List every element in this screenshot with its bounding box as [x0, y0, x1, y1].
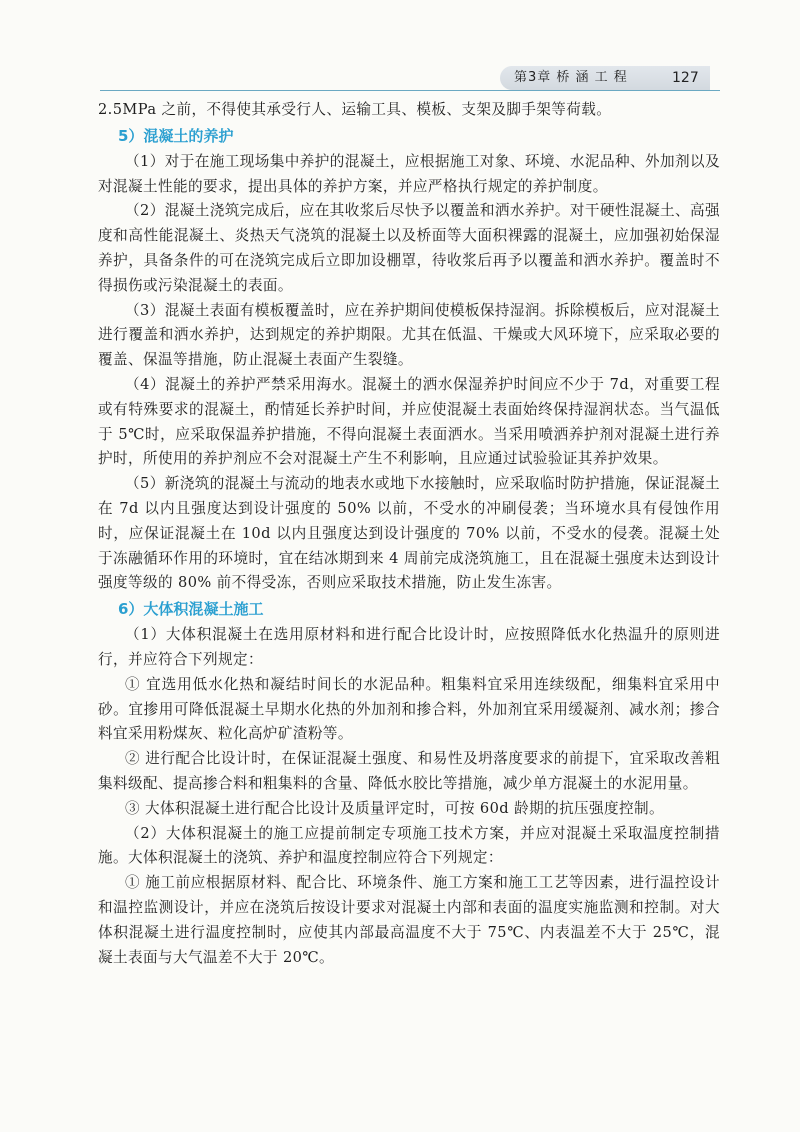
paragraph-curing-1: （1）对于在施工现场集中养护的混凝土，应根据施工对象、环境、水泥品种、外加剂以及对混凝土性能的要求，提出具体的养护方案，并应严格执行规定的养护制度。	[98, 152, 720, 195]
section-heading-curing: 5）混凝土的养护	[118, 126, 234, 145]
running-head	[0, 66, 800, 90]
paragraph-curing-4: （4）混凝土的养护严禁采用海水。混凝土的洒水保湿养护时间应不少于 7d，对重要工程或有特殊要求的混凝土，酌情延长养护时间，并应使混凝土表面始终保持湿润状态。当气温低于 5℃时，应采取保温养护措施，不得向混凝土表面洒水。当采用喷洒养护剂对混凝土进行养护时，所使用的养护剂应不会对混凝土产生不利影响，且应通过试验验证其养护效果。	[98, 375, 720, 468]
section-heading-mass-concrete: 6）大体积混凝土施工	[118, 600, 264, 619]
paragraph-continuation: 2.5MPa 之前，不得使其承受行人、运输工具、模板、支架及脚手架等荷载。	[98, 101, 612, 118]
page-number: 127	[672, 70, 699, 86]
paragraph-curing-3: （3）混凝土表面有模板覆盖时，应在养护期间使模板保持湿润。拆除模板后，应对混凝土进行覆盖和洒水养护，达到规定的养护期限。尤其在低温、干燥或大风环境下，应采取必要的覆盖、保温等措施，防止混凝土表面产生裂缝。	[98, 301, 720, 369]
chapter-title: 第3章 桥 涵 工 程	[514, 70, 628, 85]
paragraph-mass-1-item-1: ① 宜选用低水化热和凝结时间长的水泥品种。粗集料宜采用连续级配，细集料宜采用中砂。宜掺用可降低混凝土早期水化热的外加剂和掺合料，外加剂宜采用缓凝剂、减水剂；掺合料宜采用粉煤灰、粒化高炉矿渣粉等。	[98, 675, 720, 743]
page-body	[98, 98, 720, 970]
paragraph-mass-2-item-1: ① 施工前应根据原材料、配合比、环境条件、施工方案和施工工艺等因素，进行温控设计和温控监测设计，并应在浇筑后按设计要求对混凝土内部和表面的温度实施监测和控制。对大体积混凝土进行温度控制时，应使其内部最高温度不大于 75℃、内表温差不大于 25℃，混凝土表面与大气温差不大于 20℃。	[98, 874, 720, 966]
paragraph-mass-1-item-2: ② 进行配合比设计时，在保证混凝土强度、和易性及坍落度要求的前提下，宜采取改善粗集料级配、提高掺合料和粗集料的含量、降低水胶比等措施，减少单方混凝土的水泥用量。	[98, 750, 720, 792]
paragraph-curing-2: （2）混凝土浇筑完成后，应在其收浆后尽快予以覆盖和洒水养护。对干硬性混凝土、高强度和高性能混凝土、炎热天气浇筑的混凝土以及桥面等大面积裸露的混凝土，应加强初始保湿养护，具备条件的可在浇筑完成后立即加设棚罩，待收浆后再予以覆盖和洒水养护。覆盖时不得损伤或污染混凝土的表面。	[98, 202, 720, 294]
paragraph-mass-1: （1）大体积混凝土在选用原材料和进行配合比设计时，应按照降低水化热温升的原则进行，并应符合下列规定：	[98, 626, 720, 668]
paragraph-mass-2: （2）大体积混凝土的施工应提前制定专项施工技术方案，并应对混凝土采取温度控制措施。大体积混凝土的浇筑、养护和温度控制应符合下列规定：	[98, 824, 720, 867]
paragraph-mass-1-item-3: ③ 大体积混凝土进行配合比设计及质量评定时，可按 60d 龄期的抗压强度控制。	[125, 799, 665, 817]
paragraph-curing-5: （5）新浇筑的混凝土与流动的地表水或地下水接触时，应采取临时防护措施，保证混凝土在 7d 以内且强度达到设计强度的 50% 以前，不受水的冲刷侵袭；当环境水具有侵蚀作用时，应保证混凝土在 10d 以内且强度达到设计强度的 70% 以前，不受水的侵袭。混凝土处于冻融循环作用的环境时，宜在结冰期到来 4 周前完成浇筑施工，且在混凝土强度未达到设计强度等级的 80% 前不得受冻，否则应采取技术措施，防止发生冻害。	[98, 475, 720, 592]
header-rule	[100, 90, 720, 91]
